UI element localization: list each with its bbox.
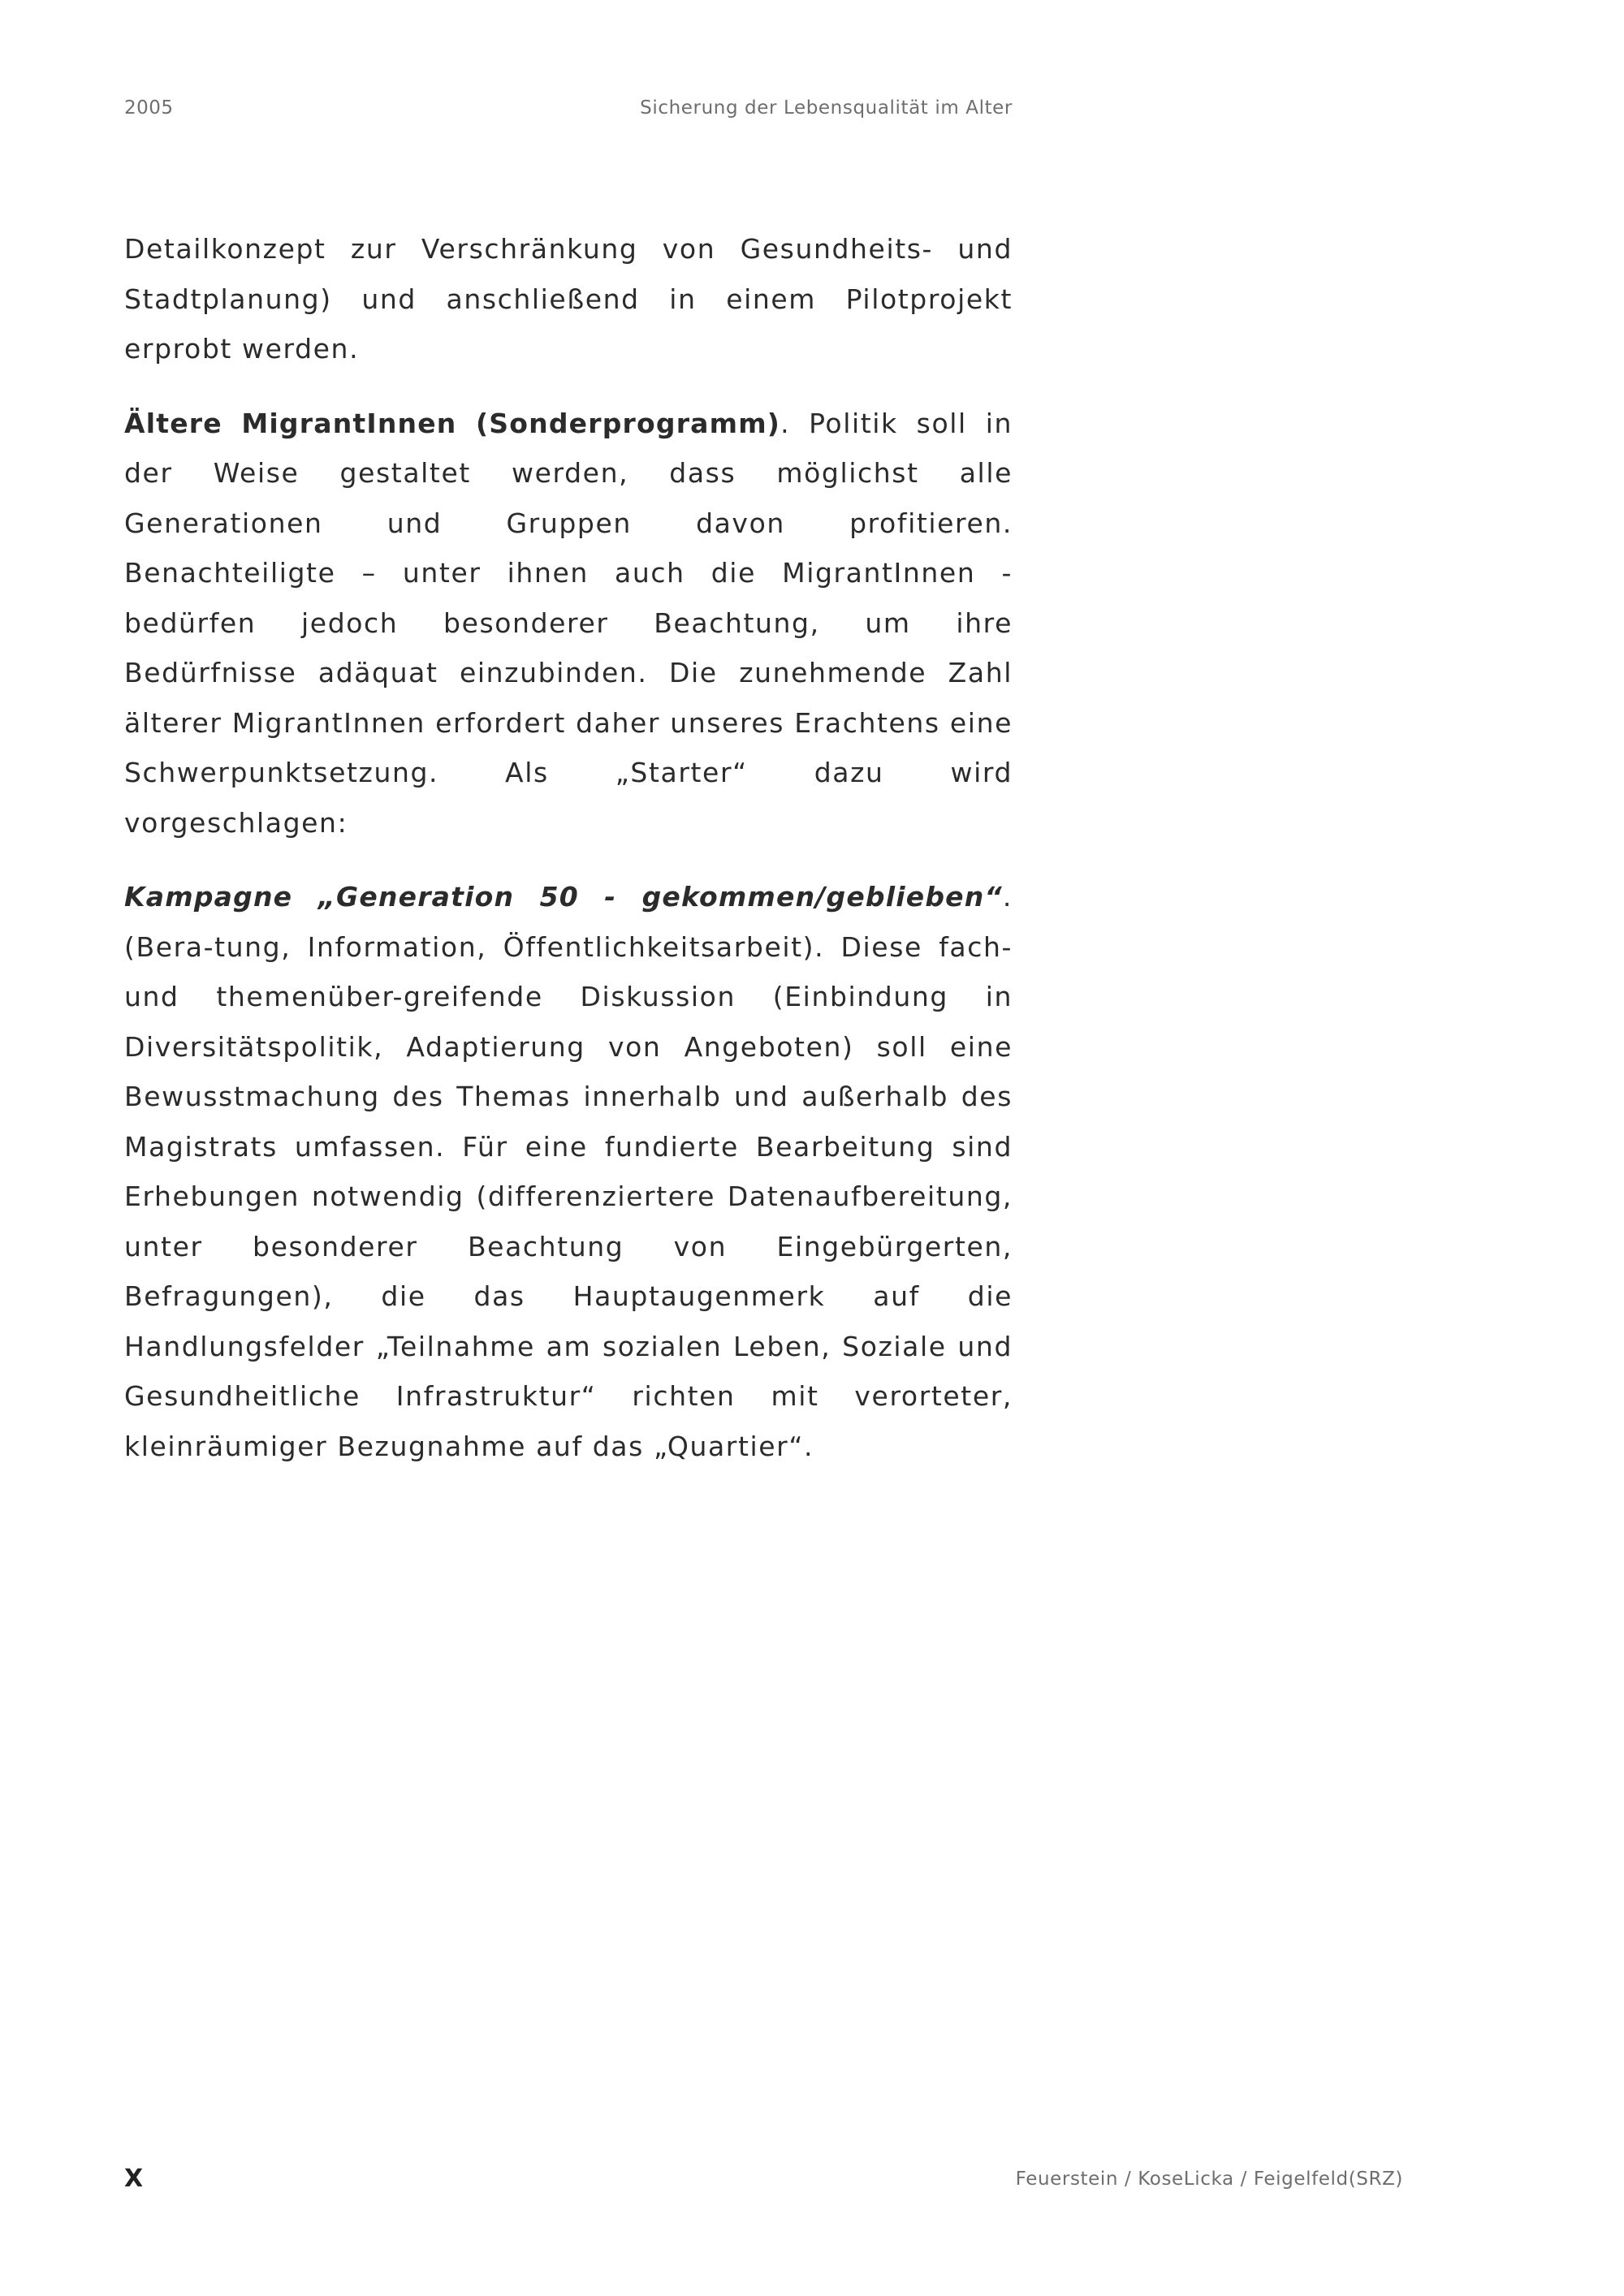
paragraph-migrants-heading: Ältere MigrantInnen (Sonderprogramm) xyxy=(124,407,781,439)
paragraph-campaign xyxy=(124,872,1013,1471)
paragraph-campaign-text: . (Bera-tung, Information, Öffentlichkeitsarbeit). Diese fach- und themenüber-greifende Diskussion (Einbindung in Diversitätspolitik, Adaptierung von Angeboten) soll eine Bewusstmachung des Themas innerhalb und außerhalb des Magistrats umfassen. Für eine fundierte Bearbeitung sind Erhebungen notwendig (differenziertere Datenaufbereitung, unter besonderer Beachtung von Eingebürgerten, Befragungen), die das Hauptaugenmerk auf die Handlungsfelder „Teilnahme am sozialen Leben, Soziale und Gesundheitliche Infrastruktur“ richten mit verorteter, kleinräumiger Bezugnahme auf das „Quartier“. xyxy=(124,881,1013,1462)
body-text xyxy=(124,224,1013,1495)
page-number: X xyxy=(124,2164,144,2193)
paragraph-migrants-text: . Politik soll in der Weise gestaltet werden, dass möglichst alle Generationen und Gruppen davon profitieren. Benachteiligte – unter ihnen auch die MigrantInnen - bedürfen jedoch besonderer Beachtung, um ihre Bedürfnisse adäquat einzubinden. Die zunehmende Zahl älterer MigrantInnen erfordert daher unseres Erachtens eine Schwerpunktsetzung. Als „Starter“ dazu wird vorgeschlagen: xyxy=(124,407,1013,839)
header-document-title: Sicherung der Lebensqualität im Alter xyxy=(640,97,1013,119)
header-year: 2005 xyxy=(124,97,174,119)
paragraph-migrants xyxy=(124,399,1013,848)
paragraph-campaign-heading: Kampagne „Generation 50 - gekommen/geblieben“ xyxy=(124,881,1003,913)
footer-authors: Feuerstein / KoseLicka / Feigelfeld(SRZ) xyxy=(1015,2169,1403,2190)
paragraph-intro xyxy=(124,224,1013,374)
paragraph-intro-text: Detailkonzept zur Verschränkung von Gesundheits- und Stadtplanung) und anschließend in einem Pilotprojekt erprobt werden. xyxy=(124,233,1013,365)
